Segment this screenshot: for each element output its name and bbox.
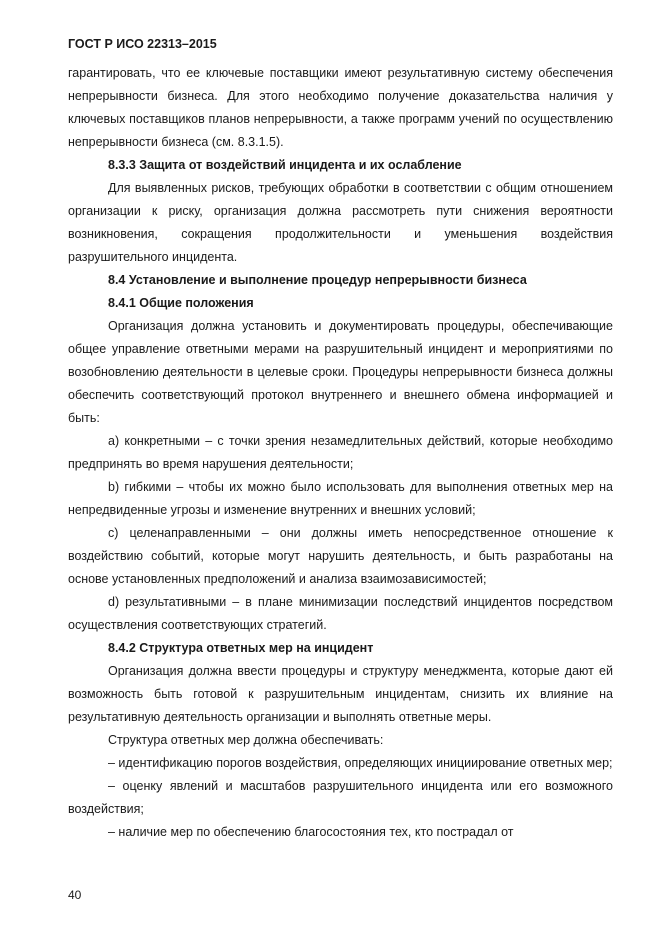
section-heading-8-4-1: 8.4.1 Общие положения — [108, 296, 254, 310]
document-header: ГОСТ Р ИСО 22313–2015 — [68, 37, 217, 51]
paragraph-8-4-2: Организация должна ввести процедуры и структуру менеджмента, которые дают ей возможность быть готовой к разрушительным инцидентам, снизить их влияние на результативную деятельность организации и выполнять ответные меры. — [68, 664, 613, 724]
paragraph-structure: Структура ответных мер должна обеспечивать: — [108, 733, 384, 747]
section-heading-8-3-3: 8.3.3 Защита от воздействий инцидента и их ослабление — [108, 158, 462, 172]
list-item-d: d) результативными – в плане минимизации последствий инцидентов посредством осуществления соответствующих стратегий. — [68, 595, 613, 632]
section-heading-8-4: 8.4 Установление и выполнение процедур непрерывности бизнеса — [108, 273, 527, 287]
list-item-c: c) целенаправленными – они должны иметь непосредственное отношение к воздействию событий, которые могут нарушить деятельность, и быть разработаны на основе установленных предположений и анализа взаимозависимостей; — [68, 526, 613, 586]
paragraph-8-3-3: Для выявленных рисков, требующих обработки в соответствии с общим отношением организации к риску, организация должна рассмотреть пути снижения вероятности возникновения, сокращения продолжительности и уменьшения воздействия разрушительного инцидента. — [68, 181, 613, 264]
list-item-b: b) гибкими – чтобы их можно было использовать для выполнения ответных мер на непредвиденные угрозы и изменение внутренних и внешних условий; — [68, 480, 613, 517]
list-item-a: a) конкретными – с точки зрения незамедлительных действий, которые необходимо предпринять во время нарушения деятельности; — [68, 434, 613, 471]
page-content — [68, 62, 613, 844]
paragraph-8-4-1: Организация должна установить и документировать процедуры, обеспечивающие общее управление ответными мерами на разрушительный инцидент и мероприятиями по возобновлению деятельности в целевые сроки. Процедуры непрерывности бизнеса должны обеспечить соответствующий протокол внутреннего и внешнего обмена информацией и быть: — [68, 319, 613, 425]
page-number: 40 — [68, 888, 82, 902]
dash-item-3: – наличие мер по обеспечению благосостояния тех, кто пострадал от — [108, 825, 514, 839]
dash-item-1: – идентификацию порогов воздействия, определяющих инициирование ответных мер; — [108, 756, 613, 770]
section-heading-8-4-2: 8.4.2 Структура ответных мер на инцидент — [108, 641, 374, 655]
paragraph-continuation: гарантировать, что ее ключевые поставщики имеют результативную систему обеспечения непрерывности бизнеса. Для этого необходимо получение доказательства наличия у ключевых поставщиков планов непрерывности, а также программ учений по осуществлению непрерывности бизнеса (см. 8.3.1.5). — [68, 66, 613, 149]
dash-item-2: – оценку явлений и масштабов разрушительного инцидента или его возможного воздействия; — [68, 779, 613, 816]
